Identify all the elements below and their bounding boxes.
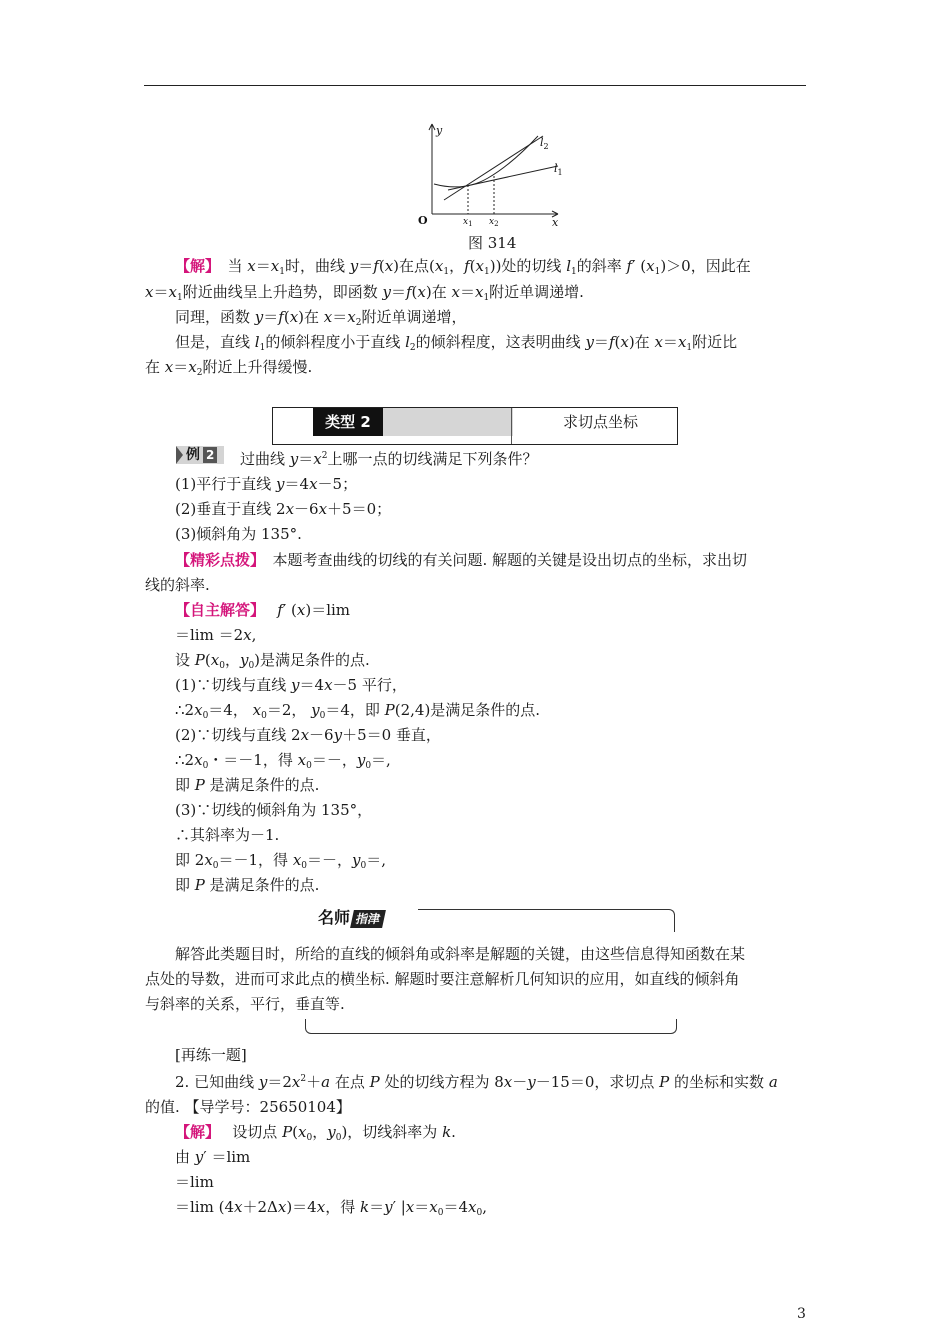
origin-label: O xyxy=(418,214,428,226)
teacher-tip-header xyxy=(318,905,674,931)
practice-line-1: 2. 已知曲线 $y=2x^2+a$ 在点 P 处的切线方程为 8x－y－15＝0，求切点 P 的坐标和实数 a xyxy=(175,1073,778,1091)
answer-line-8: 即 P 是满足条件的点. xyxy=(175,776,320,794)
answer-line-6: (2)∵切线与直线 2x－6y＋5＝0 垂直， xyxy=(175,726,441,744)
practice-heading: [再练一题] xyxy=(175,1046,247,1064)
l1-label: $l_1$ xyxy=(554,162,563,177)
type-section-bar xyxy=(272,407,678,445)
tangent-l1 xyxy=(448,166,558,190)
solution-tag: 【解】 xyxy=(175,257,213,275)
teacher-tip-frame-bottom xyxy=(305,1019,677,1034)
x1-label: $x_1$ xyxy=(463,217,473,226)
arrow-icon xyxy=(176,446,183,464)
condition-3: (3)倾斜角为 135°. xyxy=(175,525,302,543)
x2-label: $x_2$ xyxy=(489,217,499,226)
teacher-tip-title: 名师 指津 xyxy=(318,905,384,931)
practice-solution-3: ＝lim xyxy=(175,1173,214,1191)
tip-line-3: 与斜率的关系，平行，垂直等. xyxy=(145,995,345,1013)
l2-label: $l_2$ xyxy=(540,136,549,151)
tangent-figure xyxy=(408,118,568,226)
example-question: 过曲线 $y=x^2$上哪一点的切线满足下列条件？ xyxy=(240,450,538,468)
tip-line-1: 解答此类题目时，所给的直线的倾斜角或斜率是解题的关键，由这些信息得知函数在某 xyxy=(175,945,746,963)
solution-line-3: 同理，函数 y＝f(x)在 $x=x_2$附近单调递增， xyxy=(175,308,467,328)
answer-line-7: $\therefore 2x_0$・＝－1，得 $x_0=-$，$y_0=$, xyxy=(175,751,391,771)
y-label: y xyxy=(436,124,443,137)
type-title: 求切点坐标 xyxy=(563,413,639,431)
practice-solution-2: 由 y′ ＝lim xyxy=(175,1148,251,1166)
curve xyxy=(434,136,538,187)
answer-line-4: (1)∵切线与直线 y＝4x－5 平行， xyxy=(175,676,407,694)
answer-line-10: ∴其斜率为－1. xyxy=(175,826,280,844)
solution-line-1: 【解】 当 $x=x_1$时，曲线 y＝f(x)在点($x_1$，$f(x_1)$)处的切线 $l_1$的斜率 f′ $(x_1)>0$，因此在 xyxy=(175,257,751,277)
self-answer-tag: 【自主解答】 xyxy=(175,601,258,619)
answer-line-9: (3)∵切线的倾斜角为 135°， xyxy=(175,801,373,819)
solution-line-2: $x=x_1$附近曲线呈上升趋势，即函数 y＝f(x)在 $x=x_1$附近单调递增. xyxy=(145,283,584,303)
answer-line-11: 即 $2x_0=-1$，得 $x_0=-$，$y_0=$, xyxy=(175,851,387,871)
x-label: x xyxy=(552,216,559,226)
answer-line-12: 即 P 是满足条件的点. xyxy=(175,876,320,894)
practice-line-2: 的值. 【导学号：25650104】 xyxy=(145,1098,351,1116)
tangent-l2 xyxy=(444,136,543,200)
solution-tag-2: 【解】 xyxy=(175,1123,213,1141)
practice-solution-1: 【解】 设切点 $P(x_0$，$y_0$)，切线斜率为 k. xyxy=(175,1123,456,1143)
answer-line-2: ＝lim ＝2x, xyxy=(175,626,257,644)
type-label: 类型 2 xyxy=(313,408,383,436)
answer-line-1: 【自主解答】 f′ (x)＝lim xyxy=(175,601,351,619)
practice-solution-4: ＝lim (4x＋2Δx)＝4x，得 k＝y′ $|x=x_0=4x_0$, xyxy=(175,1198,488,1218)
figure-caption: 图 314 xyxy=(468,234,517,252)
condition-1: (1)平行于直线 y＝4x－5； xyxy=(175,475,358,493)
header-rule xyxy=(144,85,806,86)
example-badge: 例 2 xyxy=(176,446,224,464)
solution-line-5: 在 $x=x_2$附近上升得缓慢. xyxy=(145,358,313,378)
tip-line-2: 点处的导数，进而可求此点的横坐标. 解题时要注意解析几何知识的应用，如直线的倾斜角 xyxy=(145,970,740,988)
type-bar-shade xyxy=(383,408,513,436)
answer-line-3: 设 $P(x_0$，$y_0$)是满足条件的点. xyxy=(175,651,370,671)
hint-line-2: 线的斜率. xyxy=(145,576,210,594)
solution-line-4: 但是，直线 $l_1$的倾斜程度小于直线 $l_2$的倾斜程度，这表明曲线 y＝f(x)在 $x=x_1$附近比 xyxy=(175,333,738,353)
page-number: 3 xyxy=(797,1306,806,1322)
hint-line-1: 【精彩点拨】 本题考查曲线的切线的有关问题. 解题的关键是设出切点的坐标，求出切 xyxy=(175,551,748,569)
highlight-tag: 【精彩点拨】 xyxy=(175,551,258,569)
condition-2: (2)垂直于直线 2x－6x＋5＝0； xyxy=(175,500,392,518)
answer-line-5: $\therefore 2x_0=4$， $x_0=2$， $y_0=4$，即 P(2,4)是满足条件的点. xyxy=(175,701,541,721)
